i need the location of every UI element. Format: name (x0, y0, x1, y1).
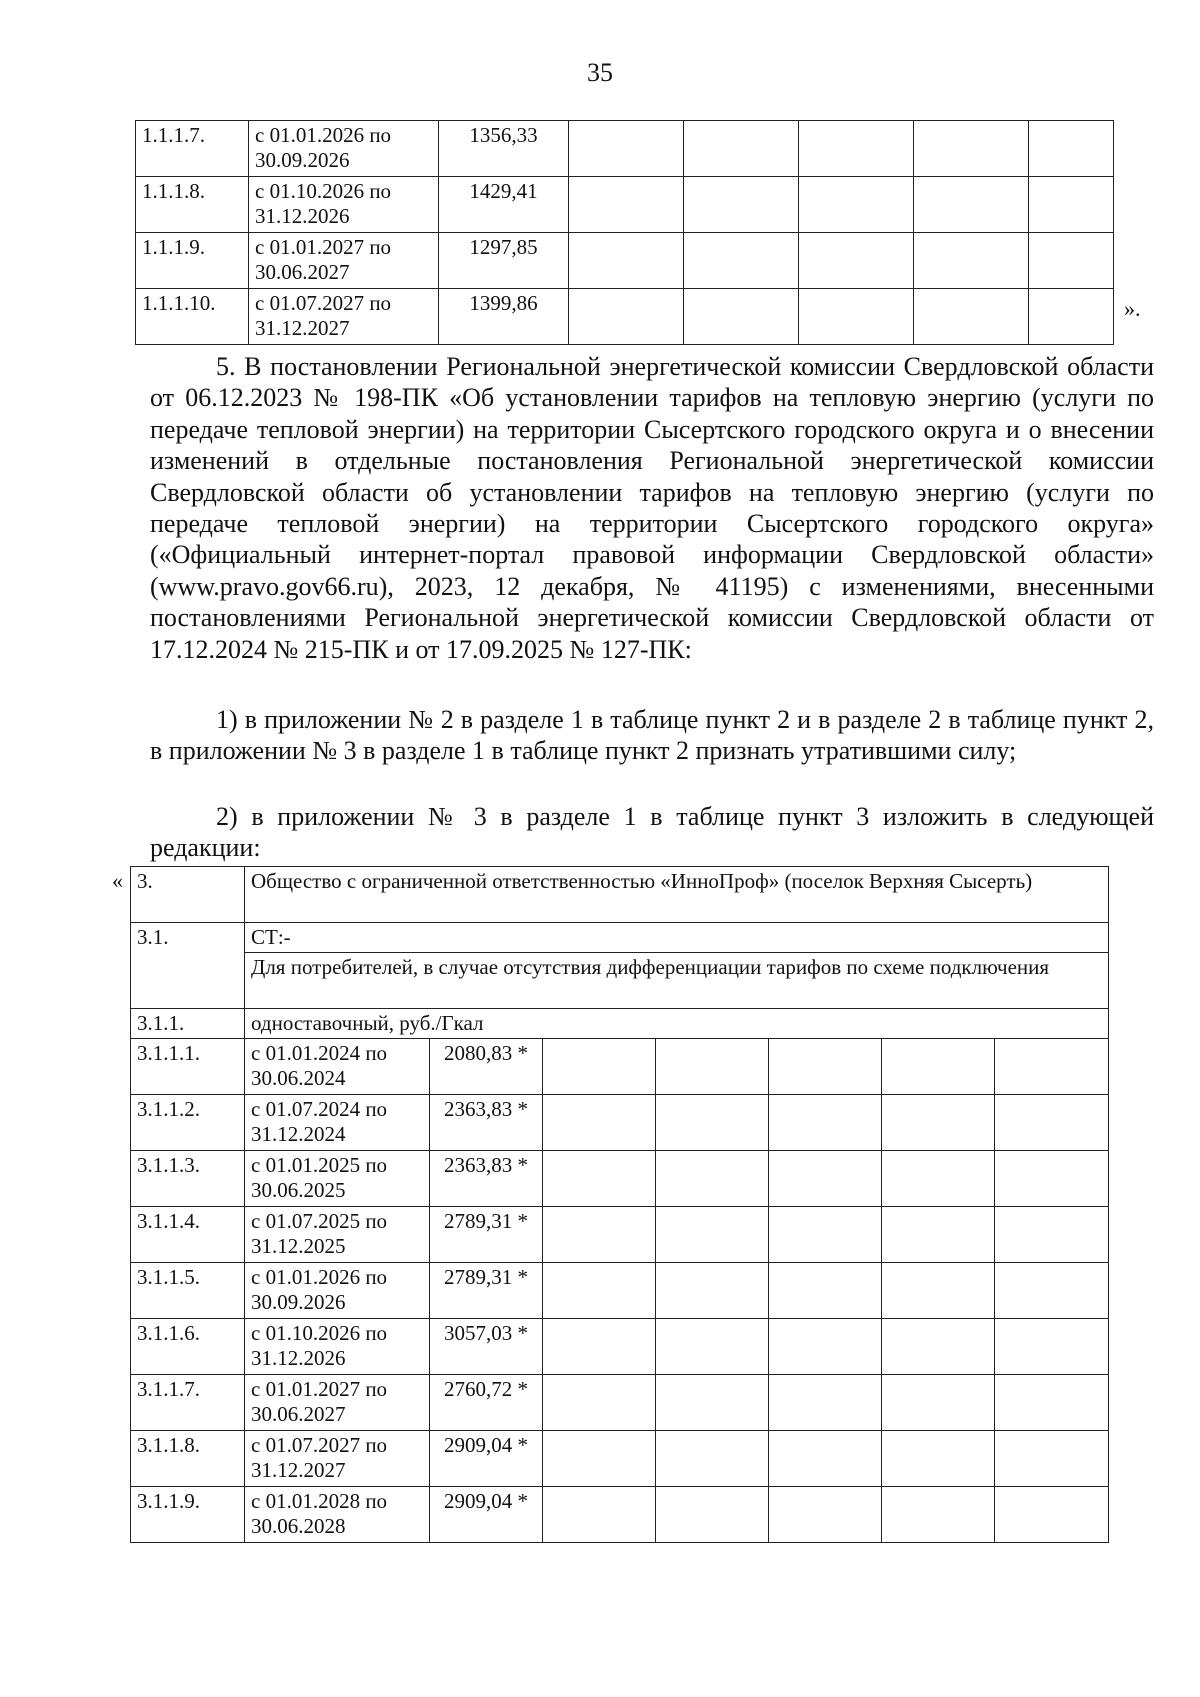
item-2 (150, 801, 1154, 864)
empty-cell (882, 1487, 995, 1543)
period-line: 31.12.2026 (251, 1346, 346, 1370)
tariff-table-innoprof (130, 866, 1109, 1543)
row-value: 2363,83 * (430, 1095, 543, 1151)
row-value: 2363,83 * (430, 1151, 543, 1207)
row-value: 2909,04 * (430, 1487, 543, 1543)
paragraph-5-text: 5. В постановлении Региональной энергетической комиссии Свердловской области от 06.12.2023 № 198-ПК «Об установлении тарифов на тепловую энергию (услуги по передаче тепловой энергии) на территории Сысертского городского округа и о внесении изменений в отдельные постановления Региональной энергетической комиссии Свердловской области об установлении тарифов на тепловую энергию (услуги по передаче тепловой энергии) на территории Сысертского городского округа» («Официальный интернет-портал правовой информации Свердловской области» (www.pravo.gov66.ru), 2023, 12 декабря, № 41195) с изменениями, внесенными постановлениями Региональной энергетической комиссии Свердловской области от 17.12.2024 № 215-ПК и от 17.09.2025 № 127-ПК: (150, 352, 1154, 664)
empty-cell (543, 1263, 656, 1319)
table-row (136, 233, 1114, 289)
period-line: с 01.10.2026 по (251, 1321, 388, 1345)
row-value: 1399,86 (439, 289, 569, 345)
row-value: 1429,41 (439, 177, 569, 233)
empty-cell (656, 1039, 769, 1095)
row-value: 2789,31 * (430, 1207, 543, 1263)
empty-cell (543, 1039, 656, 1095)
empty-cell (799, 177, 914, 233)
period-line: с 01.01.2028 по (251, 1489, 388, 1513)
empty-cell (543, 1319, 656, 1375)
table-row (131, 1207, 1109, 1263)
empty-cell (1029, 289, 1114, 345)
row-period (249, 177, 439, 233)
row-code: 3.1.1.2. (131, 1095, 245, 1151)
empty-cell (543, 1431, 656, 1487)
empty-cell (656, 1095, 769, 1151)
period-line: 31.12.2024 (251, 1122, 346, 1146)
empty-cell (1029, 233, 1114, 289)
row-code: 1.1.1.9. (136, 233, 249, 289)
empty-cell (995, 1207, 1109, 1263)
table-row (131, 1039, 1109, 1095)
sub-code: 3.1. (131, 923, 245, 1009)
period-line: с 01.10.2026 по (255, 179, 392, 203)
row-value: 2080,83 * (430, 1039, 543, 1095)
empty-cell (656, 1487, 769, 1543)
empty-cell (656, 1263, 769, 1319)
table-row (131, 1263, 1109, 1319)
page-number: 35 (587, 58, 613, 87)
empty-cell (995, 1319, 1109, 1375)
empty-cell (656, 1151, 769, 1207)
table-row (131, 1319, 1109, 1375)
period-line: с 01.01.2024 по (251, 1041, 388, 1065)
empty-cell (882, 1151, 995, 1207)
item-2-text: 2) в приложении № 3 в разделе 1 в таблице пункт 3 изложить в следующей редакции: (150, 802, 1154, 863)
row-code: 3.1.1.1. (131, 1039, 245, 1095)
row-value: 2909,04 * (430, 1431, 543, 1487)
row-period (245, 1431, 430, 1487)
empty-cell (569, 177, 684, 233)
empty-cell (656, 1207, 769, 1263)
period-line: 30.09.2026 (255, 148, 350, 172)
row-period (249, 289, 439, 345)
closing-quote: ». (1124, 296, 1141, 321)
consumers-row (131, 953, 1109, 1009)
period-line: 31.12.2027 (255, 316, 350, 340)
empty-cell (914, 177, 1029, 233)
period-line: 30.06.2025 (251, 1178, 346, 1202)
org-row (131, 867, 1109, 923)
rate-code: 3.1.1. (131, 1009, 245, 1039)
empty-cell (882, 1375, 995, 1431)
empty-cell (914, 121, 1029, 177)
row-code: 3.1.1.9. (131, 1487, 245, 1543)
empty-cell (882, 1039, 995, 1095)
period-line: 30.09.2026 (251, 1290, 346, 1314)
row-value: 2789,31 * (430, 1263, 543, 1319)
period-line: 30.06.2027 (255, 260, 350, 284)
row-period (245, 1151, 430, 1207)
row-period (249, 233, 439, 289)
row-code: 3.1.1.4. (131, 1207, 245, 1263)
tariff-table-body (136, 121, 1114, 345)
empty-cell (995, 1431, 1109, 1487)
table-row (136, 289, 1114, 345)
empty-cell (769, 1375, 882, 1431)
empty-cell (769, 1263, 882, 1319)
empty-cell (769, 1487, 882, 1543)
empty-cell (799, 289, 914, 345)
empty-cell (914, 289, 1029, 345)
empty-cell (995, 1263, 1109, 1319)
period-line: с 01.01.2025 по (251, 1153, 388, 1177)
empty-cell (799, 121, 914, 177)
empty-cell (543, 1207, 656, 1263)
empty-cell (684, 233, 799, 289)
rate-row (131, 1009, 1109, 1039)
empty-cell (684, 177, 799, 233)
rate-label: одноставочный, руб./Гкал (245, 1009, 1109, 1039)
row-period (245, 1487, 430, 1543)
empty-cell (769, 1207, 882, 1263)
period-line: 30.06.2024 (251, 1066, 346, 1090)
row-period (245, 1207, 430, 1263)
period-line: 31.12.2026 (255, 204, 350, 228)
period-line: с 01.01.2026 по (251, 1265, 388, 1289)
empty-cell (882, 1319, 995, 1375)
empty-cell (569, 289, 684, 345)
empty-cell (684, 121, 799, 177)
empty-cell (995, 1151, 1109, 1207)
table-row (136, 121, 1114, 177)
period-line: с 01.01.2027 по (255, 235, 392, 259)
empty-cell (882, 1207, 995, 1263)
row-value: 3057,03 * (430, 1319, 543, 1375)
org-code: 3. (131, 867, 245, 923)
period-line: 31.12.2025 (251, 1234, 346, 1258)
empty-cell (569, 233, 684, 289)
empty-cell (882, 1095, 995, 1151)
empty-cell (882, 1263, 995, 1319)
row-code: 3.1.1.8. (131, 1431, 245, 1487)
empty-cell (769, 1095, 882, 1151)
tariff-table-continuation (135, 120, 1114, 345)
row-value: 2760,72 * (430, 1375, 543, 1431)
row-code: 1.1.1.10. (136, 289, 249, 345)
period-line: с 01.07.2027 по (251, 1433, 388, 1457)
opening-quote: « (112, 868, 123, 893)
row-value: 1297,85 (439, 233, 569, 289)
empty-cell (995, 1039, 1109, 1095)
period-line: 30.06.2027 (251, 1402, 346, 1426)
table-row (136, 177, 1114, 233)
empty-cell (656, 1431, 769, 1487)
table-row (131, 1431, 1109, 1487)
row-period (245, 1319, 430, 1375)
empty-cell (543, 1151, 656, 1207)
item-1 (150, 704, 1154, 767)
row-period (245, 1375, 430, 1431)
period-line: с 01.07.2027 по (255, 291, 392, 315)
org-name: Общество с ограниченной ответственностью «ИнноПроф» (поселок Верхняя Сысерть) (245, 867, 1109, 923)
empty-cell (995, 1095, 1109, 1151)
row-code: 1.1.1.8. (136, 177, 249, 233)
empty-cell (656, 1375, 769, 1431)
sub-label: СТ:- (245, 923, 1109, 953)
period-line: 31.12.2027 (251, 1458, 346, 1482)
row-period (249, 121, 439, 177)
table-row (131, 1375, 1109, 1431)
empty-cell (684, 289, 799, 345)
row-code: 3.1.1.7. (131, 1375, 245, 1431)
empty-cell (995, 1375, 1109, 1431)
empty-cell (769, 1431, 882, 1487)
empty-cell (769, 1039, 882, 1095)
empty-cell (543, 1095, 656, 1151)
empty-cell (1029, 121, 1114, 177)
sub-row (131, 923, 1109, 953)
table-row (131, 1487, 1109, 1543)
row-value: 1356,33 (439, 121, 569, 177)
empty-cell (769, 1151, 882, 1207)
row-period (245, 1263, 430, 1319)
empty-cell (799, 233, 914, 289)
empty-cell (914, 233, 1029, 289)
row-code: 1.1.1.7. (136, 121, 249, 177)
period-line: с 01.01.2026 по (255, 123, 392, 147)
period-line: с 01.07.2024 по (251, 1097, 388, 1121)
period-line: 30.06.2028 (251, 1514, 346, 1538)
period-line: с 01.07.2025 по (251, 1209, 388, 1233)
empty-cell (882, 1431, 995, 1487)
empty-cell (995, 1487, 1109, 1543)
innoprof-table-body (131, 867, 1109, 1543)
row-code: 3.1.1.6. (131, 1319, 245, 1375)
empty-cell (656, 1319, 769, 1375)
item-1-text: 1) в приложении № 2 в разделе 1 в таблице пункт 2 и в разделе 2 в таблице пункт 2, в приложении № 3 в разделе 1 в таблице пункт 2 признать утратившими силу; (150, 705, 1154, 766)
paragraph-5 (150, 351, 1154, 665)
table-row (131, 1151, 1109, 1207)
row-period (245, 1039, 430, 1095)
empty-cell (1029, 177, 1114, 233)
empty-cell (569, 121, 684, 177)
consumers-note: Для потребителей, в случае отсутствия дифференциации тарифов по схеме подключения (245, 953, 1109, 1009)
empty-cell (543, 1375, 656, 1431)
table-row (131, 1095, 1109, 1151)
empty-cell (769, 1319, 882, 1375)
row-code: 3.1.1.3. (131, 1151, 245, 1207)
row-code: 3.1.1.5. (131, 1263, 245, 1319)
period-line: с 01.01.2027 по (251, 1377, 388, 1401)
row-period (245, 1095, 430, 1151)
empty-cell (543, 1487, 656, 1543)
